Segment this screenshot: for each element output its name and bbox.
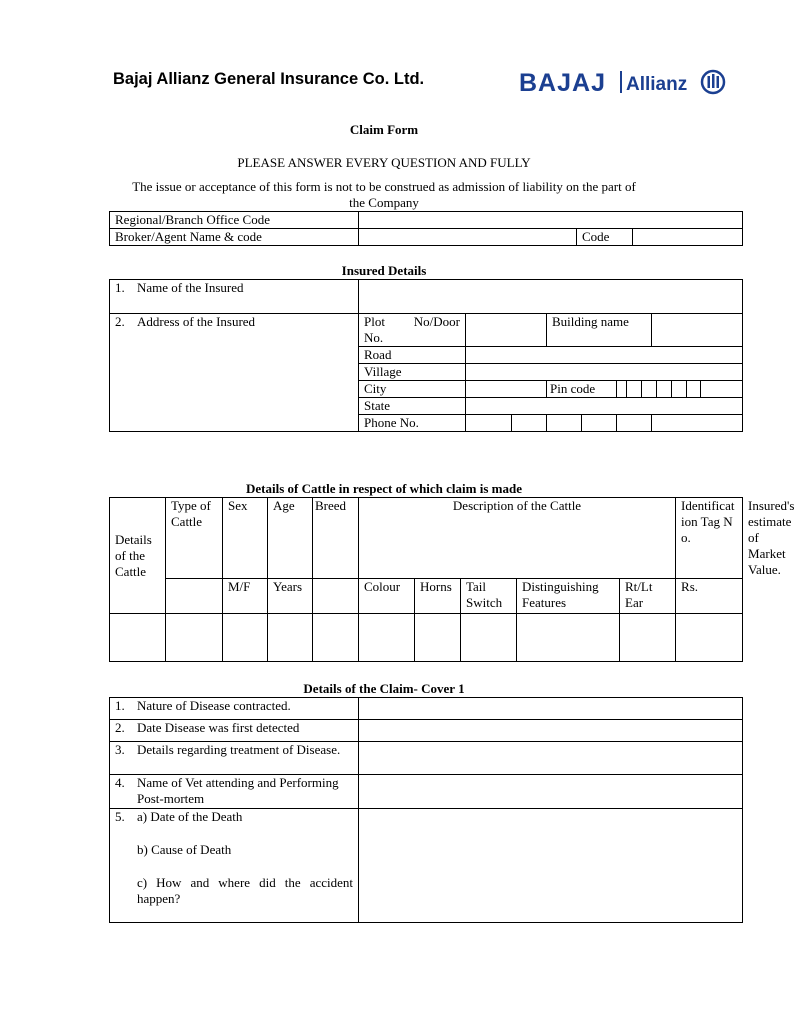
cattle-tail-field[interactable]: [461, 614, 517, 662]
ear-header: Rt/Lt Ear: [620, 579, 676, 614]
cattle-age-field[interactable]: [268, 614, 313, 662]
treatment-field[interactable]: [359, 742, 743, 775]
bajaj-allianz-logo: [517, 66, 729, 98]
road-label: Road: [359, 347, 466, 364]
age-unit: Years: [268, 579, 313, 614]
code-label: Code: [577, 229, 633, 246]
logo-allianz-text: Allianz: [626, 74, 688, 95]
phone-digit-cell[interactable]: [466, 415, 512, 432]
vet-field[interactable]: [359, 775, 743, 809]
nature-of-disease-field[interactable]: [359, 698, 743, 720]
instruction-text: PLEASE ANSWER EVERY QUESTION AND FULLY: [237, 155, 531, 170]
disclaimer-line-1: The issue or acceptance of this form is not to be construed as admission of liability on the part of: [132, 179, 636, 194]
value-unit: Rs.: [676, 579, 743, 614]
claim-item-death: 5. a) Date of the Death b) Cause of Death c) How and where did the accident happen?: [110, 809, 359, 923]
phone-digit-cell[interactable]: [617, 415, 652, 432]
phone-digit-cell[interactable]: [652, 415, 743, 432]
city-label: City: [359, 381, 466, 398]
plot-door-field[interactable]: [466, 314, 547, 347]
sex-header: Sex: [223, 498, 268, 579]
regional-office-label: Regional/Branch Office Code: [110, 212, 359, 229]
horns-header: Horns: [415, 579, 461, 614]
claim-details-heading: Details of the Claim- Cover 1: [303, 681, 465, 696]
date-of-death-label: a) Date of the Death: [137, 809, 243, 824]
pin-digit-box[interactable]: [641, 381, 656, 397]
phone-digit-cell[interactable]: [512, 415, 547, 432]
pin-digit-box[interactable]: [686, 381, 701, 397]
form-title: Claim Form: [349, 122, 419, 137]
logo-bajaj-text: BAJAJ: [519, 69, 606, 97]
cattle-details-heading: Details of Cattle in respect of which claim is made: [246, 481, 522, 496]
phone-label: Phone No.: [359, 415, 466, 432]
cattle-entry-blank: [110, 614, 166, 662]
insured-name-field[interactable]: [359, 280, 743, 314]
cattle-details-table: Details of the Cattle Type of Cattle Sex Age Breed Description of the Cattle Identification Tag No. Insured's estimate of Market Value. M/F Years Colour Horns Tail Switch Distinguishing Features Rt/Lt Ear Rs.: [109, 497, 743, 662]
pin-code-boxes[interactable]: [617, 381, 743, 398]
date-detected-field[interactable]: [359, 720, 743, 742]
building-name-field[interactable]: [652, 314, 743, 347]
distinguishing-features-header: Distinguishing Features: [517, 579, 620, 614]
pin-digit-box[interactable]: [671, 381, 686, 397]
identification-tag-header: Identification Tag No.: [676, 498, 743, 579]
type-of-cattle-unit: [166, 579, 223, 614]
cattle-features-field[interactable]: [517, 614, 620, 662]
claim-details-table: [109, 697, 743, 923]
state-field[interactable]: [466, 398, 743, 415]
state-label: State: [359, 398, 466, 415]
cause-of-death-label: b) Cause of Death: [137, 842, 232, 857]
cattle-value-field[interactable]: [676, 614, 743, 662]
office-code-table: [109, 211, 743, 246]
insured-details-table: [109, 279, 743, 432]
cattle-tag-field[interactable]: [620, 614, 676, 662]
pin-digit-box[interactable]: [656, 381, 671, 397]
pin-code-label: Pin code: [547, 381, 617, 398]
insured-address-label: 2. Address of the Insured: [110, 314, 359, 432]
broker-agent-label: Broker/Agent Name & code: [110, 229, 359, 246]
claim-item-vet: 4. Name of Vet attending and Performing Post-mortem: [110, 775, 359, 809]
colour-header: Colour: [359, 579, 415, 614]
regional-office-field[interactable]: [359, 212, 743, 229]
age-header: Age: [268, 498, 313, 579]
disclaimer-line-2: the Company: [349, 195, 419, 210]
village-field[interactable]: [466, 364, 743, 381]
cattle-type-field[interactable]: [166, 614, 223, 662]
sex-unit: M/F: [223, 579, 268, 614]
road-field[interactable]: [466, 347, 743, 364]
insured-name-label: 1. Name of the Insured: [110, 280, 359, 314]
pin-digit-box[interactable]: [626, 381, 641, 397]
building-name-label: Building name: [547, 314, 652, 347]
village-label: Village: [359, 364, 466, 381]
claim-item-treatment: 3. Details regarding treatment of Disease.: [110, 742, 359, 775]
cattle-horns-field[interactable]: [415, 614, 461, 662]
phone-digit-cell[interactable]: [547, 415, 582, 432]
description-header: Description of the Cattle: [359, 498, 676, 579]
breed-unit: [313, 579, 359, 614]
claim-item-date-detected: 2. Date Disease was first detected: [110, 720, 359, 742]
cattle-sex-field[interactable]: [223, 614, 268, 662]
type-of-cattle-header: Type of Cattle: [166, 498, 223, 579]
broker-agent-field[interactable]: [359, 229, 577, 246]
company-name: Bajaj Allianz General Insurance Co. Ltd.: [113, 70, 425, 88]
breed-header: Breed: [313, 498, 359, 579]
accident-description-label: c) How and where did the accident happen?: [137, 875, 353, 906]
death-details-field[interactable]: [359, 809, 743, 923]
tail-switch-header: Tail Switch: [461, 579, 517, 614]
insured-details-heading: Insured Details: [341, 263, 427, 278]
phone-digit-cell[interactable]: [582, 415, 617, 432]
cattle-colour-field[interactable]: [359, 614, 415, 662]
claim-item-nature-of-disease: 1. Nature of Disease contracted.: [110, 698, 359, 720]
city-field[interactable]: [466, 381, 547, 398]
plot-door-label: Plot No/Door No.: [359, 314, 466, 347]
cattle-row-label: Details of the Cattle: [110, 498, 166, 614]
cattle-breed-field[interactable]: [313, 614, 359, 662]
code-field[interactable]: [633, 229, 743, 246]
